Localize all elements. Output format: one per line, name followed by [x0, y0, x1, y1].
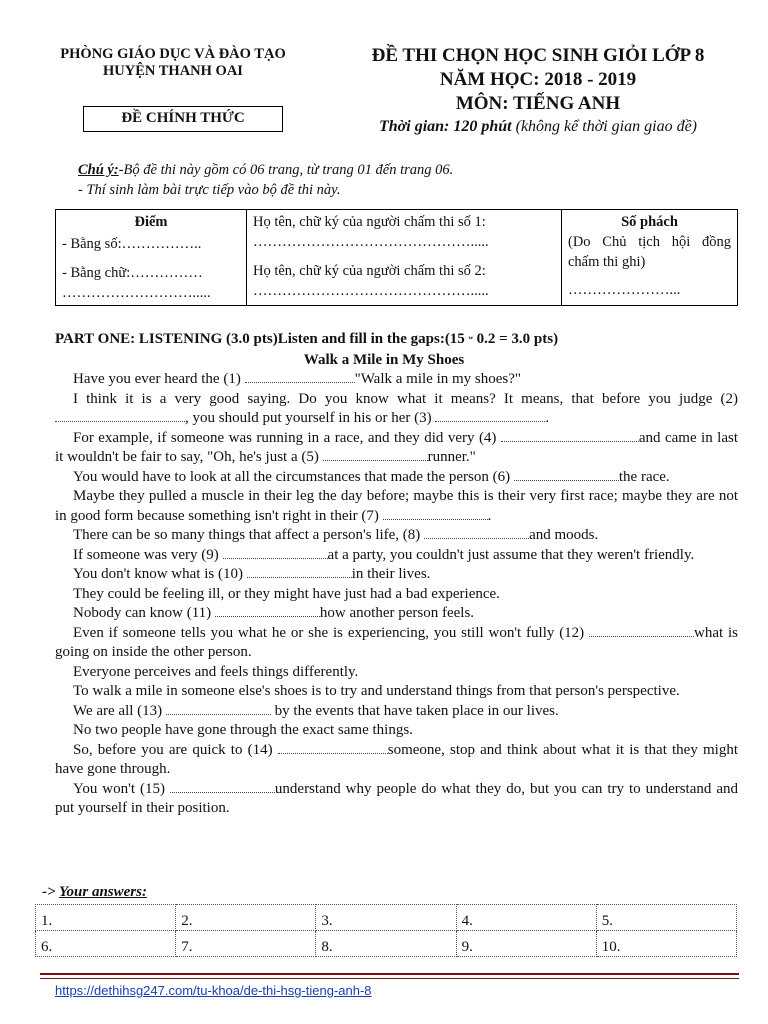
passage-text: and came in last it wouldn't be fair to say, "Oh, he's just a (5): [55, 429, 738, 465]
score-header: Điểm: [134, 214, 168, 230]
gap-6: [514, 469, 619, 481]
department-name: PHÒNG GIÁO DỤC VÀ ĐÀO TẠO: [60, 46, 286, 62]
examiner-cell: [247, 210, 562, 306]
gap-15: [170, 781, 275, 793]
score-words-line: - Bằng chữ:……………: [62, 265, 203, 281]
passage-text: I think it is a very good saying. Do you know what it means? It means, that before you judge (2): [73, 390, 738, 407]
passage-text: at a party, you couldn't just assume that they weren't friendly.: [327, 546, 695, 563]
district-name: HUYỆN THANH OAI: [103, 63, 243, 79]
footer-rule-thin: [40, 978, 739, 979]
answer-cell-7[interactable]: 7.: [176, 931, 316, 957]
school-year: NĂM HỌC: 2018 - 2019: [439, 69, 637, 90]
passage-paragraph: [55, 624, 738, 663]
score-words-dots: ……………………….....: [62, 285, 211, 301]
passage-title: Walk a Mile in My Shoes: [303, 352, 465, 368]
answer-cell-8[interactable]: 8.: [316, 931, 456, 957]
passage-text: Even if someone tells you what he or she is experiencing, you still won't fully (12): [73, 624, 589, 641]
score-table: [55, 209, 738, 306]
passage-paragraph: [55, 390, 738, 429]
passage-text: , you should put yourself in his or her (3): [185, 410, 436, 426]
answer-cell-10[interactable]: 10.: [596, 931, 736, 957]
answers-label: [42, 883, 147, 901]
passage-text: how another person feels.: [319, 605, 475, 621]
passage-text: We are all (13): [73, 702, 166, 719]
passage-paragraph: [55, 780, 738, 819]
answer-cell-1[interactable]: 1.: [36, 905, 176, 931]
examiner-1-label: Họ tên, chữ ký của người chấm thi số 1:: [253, 214, 486, 230]
passage-text: If someone was very (9): [73, 546, 223, 563]
answers-row: [36, 931, 737, 957]
answers-row: [36, 905, 737, 931]
gap-8: [424, 527, 529, 539]
answer-cell-5[interactable]: 5.: [596, 905, 736, 931]
gap-7: [383, 508, 488, 520]
passage-paragraph: [55, 546, 738, 566]
passage-text: by the events that have taken place in our lives.: [270, 702, 559, 719]
gap-11: [215, 605, 320, 617]
passage: [55, 370, 738, 819]
exam-time: [318, 116, 758, 138]
code-header: Số phách: [621, 214, 678, 230]
passage-text: Maybe they pulled a muscle in their leg the day before; maybe this is their very first race; maybe they are not in good form because something isn't right in their (7): [55, 488, 738, 524]
notes-label: Chú ý:: [78, 162, 119, 178]
gap-13: [166, 703, 271, 715]
passage-text: runner.": [427, 449, 476, 465]
passage-paragraph: [55, 370, 738, 390]
answers-arrow: ->: [42, 884, 56, 900]
passage-text: in their lives.: [351, 566, 431, 582]
passage-text: There can be so many things that affect a person's life, (8): [73, 527, 425, 543]
gap-14: [278, 742, 388, 754]
gap-2: [55, 410, 185, 422]
score-cell: [56, 210, 247, 306]
time-label: Thời gian: 120 phút: [378, 118, 512, 135]
passage-paragraph: To walk a mile in someone else's shoes is to try and understand things from that person's perspective.: [73, 683, 680, 699]
passage-text: understand why people do what they do, but you can try to understand and put yourself in their position.: [55, 780, 738, 816]
passage-text: .: [545, 410, 550, 426]
gap-1: [245, 371, 355, 383]
passage-text: You would have to look at all the circumstances that made the person (6): [73, 468, 514, 485]
exam-title-block: [318, 44, 758, 138]
footer-link[interactable]: https://dethihsg247.com/tu-khoa/de-thi-hsg-tieng-anh-8: [55, 983, 372, 998]
passage-paragraph: [55, 604, 738, 624]
passage-paragraph: [55, 565, 738, 585]
passage-paragraph: [55, 487, 738, 526]
gap-10: [247, 566, 352, 578]
passage-paragraph: Everyone perceives and feels things differently.: [73, 663, 359, 680]
answer-cell-4[interactable]: 4.: [456, 905, 596, 931]
answer-cell-3[interactable]: 3.: [316, 905, 456, 931]
passage-paragraph: [55, 741, 738, 780]
passage-text: the race.: [618, 468, 670, 485]
passage-text: and moods.: [529, 527, 599, 543]
notes-line-1: -Bộ đề thi này gồm có 06 trang, từ trang 01 đến trang 06.: [118, 162, 454, 178]
footer-rule: [40, 973, 739, 975]
answer-cell-2[interactable]: 2.: [176, 905, 316, 931]
exam-title: ĐỀ THI CHỌN HỌC SINH GIỎI LỚP 8: [371, 45, 705, 66]
gap-5: [323, 449, 428, 461]
answers-table: [35, 904, 737, 957]
passage-text: someone, stop and think about what it is that they might have gone through.: [55, 741, 738, 777]
official-exam-box: ĐỀ CHÍNH THỨC: [83, 106, 283, 132]
passage-paragraph: No two people have gone through the exact same things.: [73, 722, 413, 738]
passage-paragraph: [55, 429, 738, 468]
passage-paragraph: [55, 468, 738, 488]
gap-12: [589, 625, 694, 637]
score-number-line: - Bằng số:……………..: [62, 236, 202, 252]
answers-label-text: Your answers:: [59, 884, 147, 900]
subject: MÔN: TIẾNG ANH: [455, 93, 621, 114]
gap-9: [223, 547, 328, 559]
gap-3: [435, 410, 545, 422]
part-heading: PART ONE: LISTENING (3.0 pts)Listen and fill in the gaps:(15 ᵕ 0.2 = 3.0 pts): [55, 331, 559, 347]
passage-text: "Walk a mile in my shoes?": [354, 371, 522, 387]
passage-text: You won't (15): [73, 780, 170, 797]
passage-text: You don't know what is (10): [73, 566, 247, 582]
exam-notes: [78, 160, 453, 200]
department-header: [28, 46, 318, 80]
code-dots: …………………...: [568, 282, 681, 298]
examiner-1-dots: ……………………………………….....: [253, 234, 489, 250]
examiner-2-dots: ……………………………………….....: [253, 283, 489, 299]
answer-cell-9[interactable]: 9.: [456, 931, 596, 957]
notes-line-2: - Thí sinh làm bài trực tiếp vào bộ đề thi này.: [78, 182, 341, 198]
code-cell: [562, 210, 738, 306]
code-note: (Do Chủ tịch hội đồng chấm thi ghi): [568, 234, 731, 270]
passage-text: For example, if someone was running in a race, and they did very (4): [73, 429, 501, 446]
gap-4: [501, 430, 639, 442]
examiner-2-label: Họ tên, chữ ký của người chấm thi số 2:: [253, 263, 486, 279]
time-note: (không kể thời gian giao đề): [515, 118, 697, 135]
passage-paragraph: [55, 526, 738, 546]
passage-paragraph: They could be feeling ill, or they might have just had a bad experience.: [73, 585, 500, 602]
passage-paragraph: [55, 702, 738, 722]
passage-text: Have you ever heard the (1): [73, 371, 245, 387]
passage-text: So, before you are quick to (14): [73, 741, 278, 758]
passage-text: .: [487, 507, 492, 524]
passage-text: what is going on inside the other person.: [55, 624, 738, 660]
answer-cell-6[interactable]: 6.: [36, 931, 176, 957]
passage-text: Nobody can know (11): [73, 605, 215, 621]
